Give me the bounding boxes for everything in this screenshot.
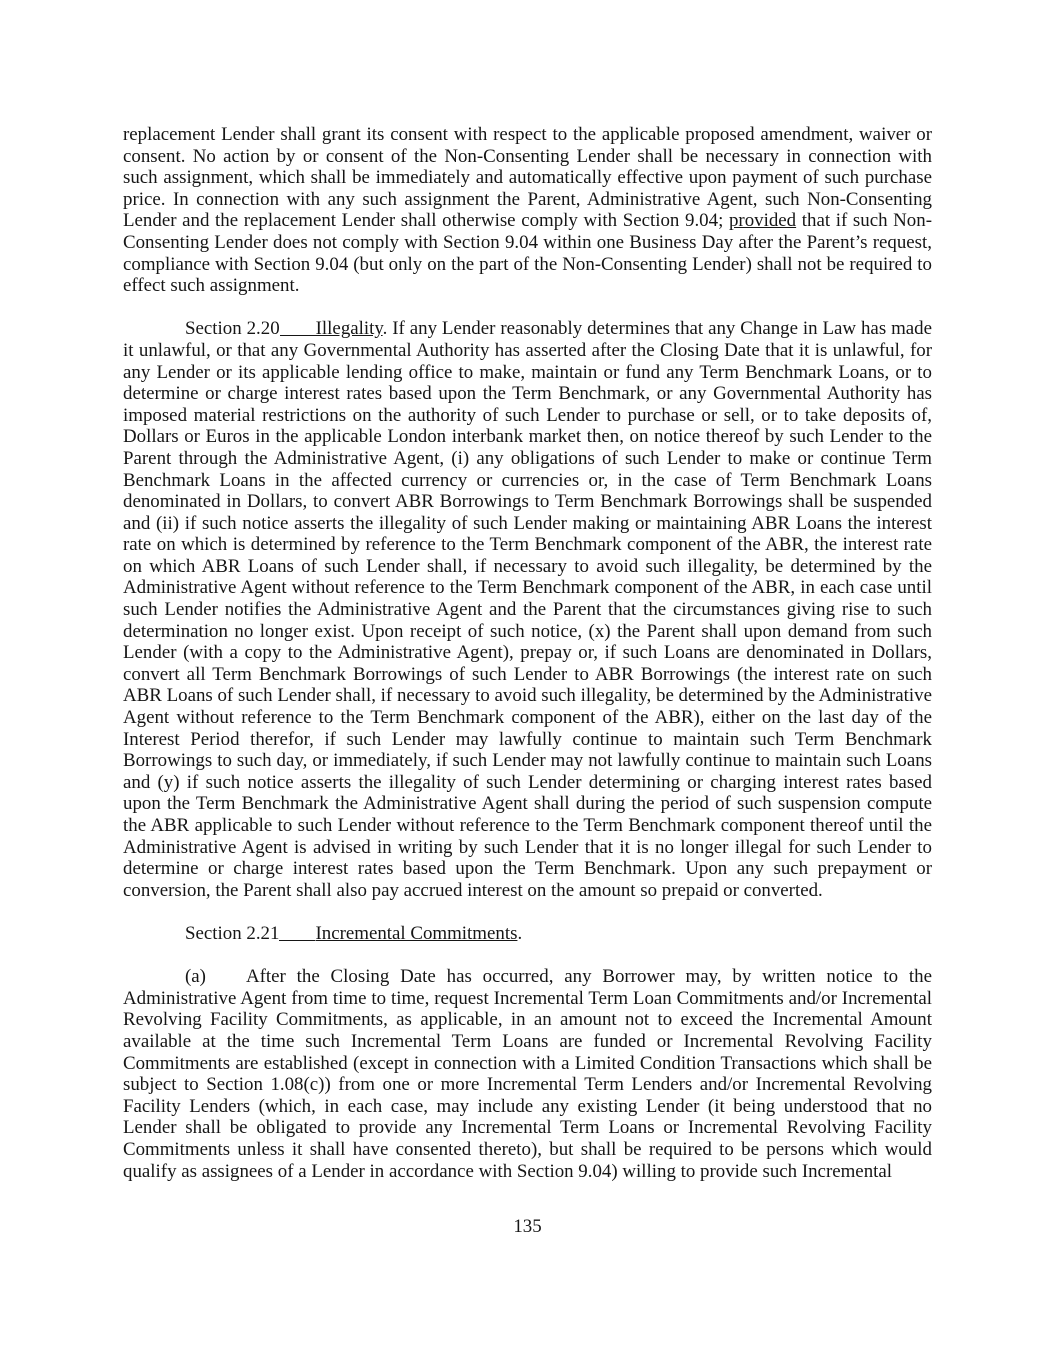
text-run: Incremental Commitments — [315, 922, 518, 944]
text-run: . — [517, 922, 523, 944]
paragraph-section-2-21-a — [123, 966, 932, 1182]
text-run: that if such Non-Consenting Lender does not comply with Section 9.04 within one Business Day after the Parent’s request, compliance with Section 9.04 (but only on the part of the Non-Consenting Lender) shall not be required to effect such assignment. — [123, 210, 932, 297]
document-body — [123, 124, 932, 1204]
text-run: Section 2.21 — [185, 922, 280, 944]
heading-section-2-21-incremental-commitments — [123, 923, 932, 945]
tab-spacer — [280, 333, 316, 336]
text-run: After the Closing Date has occurred, any Borrower may, by written notice to the Administrative Agent from time to time, request Incremental Term Loan Commitments and/or Incremental Revolving Facility Commitments, as applicable, in an amount not to exceed the Incremental Amount available at the time such Incremental Term Loans are funded or Incremental Revolving Facility Commitments are established (except in connection with a Limited Condition Transactions which shall be subject to Section 1.08(c)) from one or more Incremental Term Lenders and/or Incremental Revolving Facility Lenders (which, in each case, may include any existing Lender (it being understood that no Lender shall be obligated to provide any Incremental Term Loans or Incremental Revolving Facility Commitments unless it shall have consented thereto), but shall be required to be persons which would qualify as assignees of a Lender in accordance with Section 9.04) willing to provide such Incremental — [123, 966, 932, 1182]
paragraph-section-2-20-illegality — [123, 318, 932, 901]
text-run: Section 2.20 — [185, 318, 280, 340]
text-run: (a) — [185, 966, 206, 988]
text-run: . If any Lender reasonably determines that any Change in Law has made it unlawful, or that any Governmental Authority has asserted after the Closing Date that it is unlawful, for any Lender or its applicable lending office to make, maintain or fund any Term Benchmark Loans, or to determine or charge interest rates based upon the Term Benchmark, or any Governmental Authority has imposed material restrictions on the authority of such Lender to purchase or sell, or to take deposits of, Dollars or Euros in the applicable London interbank market then, on notice thereof by such Lender to the Parent through the Administrative Agent, (i) any obligations of such Lender to make or continue Term Benchmark Loans in the affected currency or currencies or, in the case of Term Benchmark Loans denominated in Dollars, to convert ABR Borrowings to Term Benchmark Borrowings shall be suspended and (ii) if such notice asserts the illegality of such Lender making or maintaining ABR Loans the interest rate on which is determined by reference to the Term Benchmark component of the ABR, the interest rate on which ABR Loans of such Lender shall, if necessary to avoid such illegality, be determined by the Administrative Agent without reference to the Term Benchmark component of the ABR, in each case until such Lender notifies the Administrative Agent and the Parent that the circumstances giving rise to such determination no longer exist. Upon receipt of such notice, (x) the Parent shall upon demand from such Lender (with a copy to the Administrative Agent), prepay or, if such Loans are denominated in Dollars, convert all Term Benchmark Borrowings of such Lender to ABR Borrowings (the interest rate on such ABR Loans of such Lender shall, if necessary to avoid such illegality, be determined by the Administrative Agent without reference to the Term Benchmark component of the ABR), either on the last day of the Interest Period therefor, if such Lender may lawfully continue to maintain such Term Benchmark Borrowings to such day, or immediately, if such Lender may not lawfully continue to maintain such Loans and (y) if such notice asserts the illegality of such Lender determining or charging interest rates based upon the Term Benchmark the Administrative Agent shall during the period of such suspension compute the ABR applicable to such Lender without reference to the Term Benchmark component thereof until the Administrative Agent is advised in writing by such Lender that it is no longer illegal for such Lender to determine or charge interest rates based upon the Term Benchmark. Upon any such prepayment or conversion, the Parent shall also pay accrued interest on the amount so prepaid or converted. — [123, 318, 932, 901]
text-run: replacement Lender shall grant its consent with respect to the applicable proposed amendment, waiver or consent. No action by or consent of the Non-Consenting Lender shall be necessary in connection with such assignment, which shall be immediately and automatically effective upon payment of such purchase price. In connection with any such assignment the Parent, Administrative Agent, such Non-Consenting Lender and the replacement Lender shall otherwise comply with Section 9.04; — [123, 124, 932, 232]
text-run: Illegality — [315, 318, 383, 340]
page-number: 135 — [513, 1216, 542, 1237]
paragraph-replacement-lender-continuation — [123, 124, 932, 297]
tab-spacer — [206, 982, 246, 984]
page-footer — [0, 1216, 1055, 1238]
text-run: provided — [728, 210, 797, 232]
tab-spacer — [279, 938, 315, 941]
